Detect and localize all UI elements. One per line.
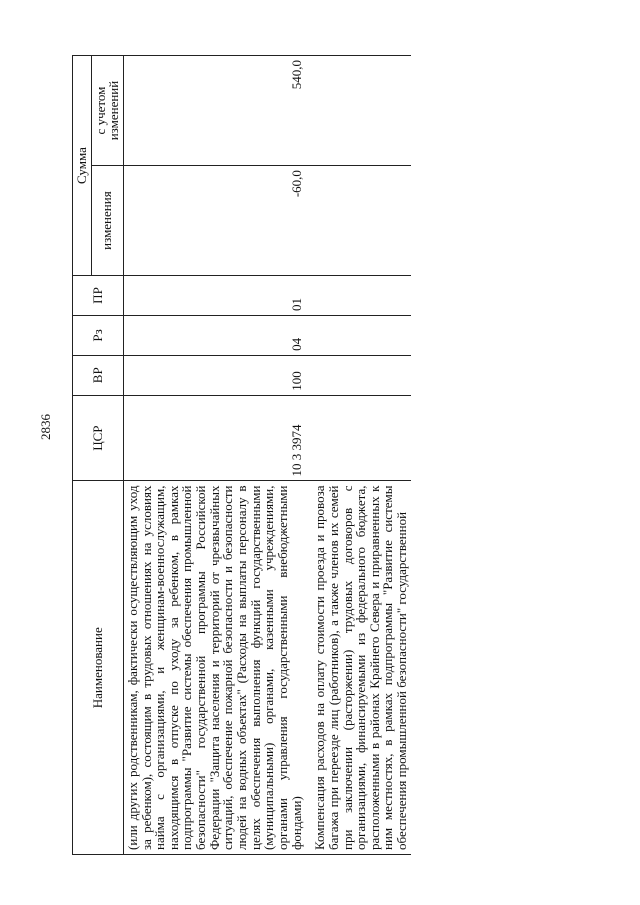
row-pr: 01 xyxy=(123,276,305,316)
page-number: 2836 xyxy=(38,414,53,440)
row-change: -60,0 xyxy=(123,166,305,276)
row-csr: 10 3 3974 xyxy=(123,395,305,481)
row-name: Компенсация расходов на оплату стоимости проезда и провоза багажа при переезде лиц (работников), а также членов их семей при заключении (расторжении) трудовых договоров с организациями, финансируемыми из федерального бюджета, расположенными в районах Крайнего Севера и приравненных к ним местностях, в рамках подпрограммы "Развитие системы обеспечения промышленной безопасности" государственной xyxy=(305,481,410,855)
row-pr xyxy=(305,276,410,316)
budget-table xyxy=(72,55,411,855)
row-vr: 100 xyxy=(123,355,305,395)
header-sum: Сумма xyxy=(73,56,92,276)
header-changes: изменения xyxy=(91,166,123,276)
row-rz: 04 xyxy=(123,315,305,355)
header-name: Наименование xyxy=(73,481,124,855)
row-total: 540,0 xyxy=(123,56,305,166)
header-csr: ЦСР xyxy=(73,395,124,481)
row-rz xyxy=(305,315,410,355)
row-total xyxy=(305,56,410,166)
header-rz: Рз xyxy=(73,315,124,355)
header-vr: ВР xyxy=(73,355,124,395)
row-vr xyxy=(305,355,410,395)
header-pr: ПР xyxy=(73,276,124,316)
row-change xyxy=(305,166,410,276)
table-row xyxy=(305,56,410,855)
table-row xyxy=(123,56,305,855)
row-csr xyxy=(305,395,410,481)
header-with-changes: с учетом изменений xyxy=(91,56,123,166)
row-name: (или других родственникам, фактически осуществляющим уход за ребенком), состоящим в трудовых отношениях на условиях найма с организациями, и женщинам-военнослужащим, находящимся в отпуске по уходу за ребенком, в рамках подпрограммы "Развитие системы обеспечения промышленной безопасности" государственной программы Российской Федерации "Защита населения и территорий от чрезвычайных ситуаций, обеспечение пожарной безопасности и безопасности людей на водных объектах" (Расходы на выплаты персоналу в целях обеспечения выполнения функций государственными (муниципальными) органами, казенными учреждениями, органами управления государственными внебюджетными фондами) xyxy=(123,481,305,855)
rotated-table-container xyxy=(72,55,592,855)
